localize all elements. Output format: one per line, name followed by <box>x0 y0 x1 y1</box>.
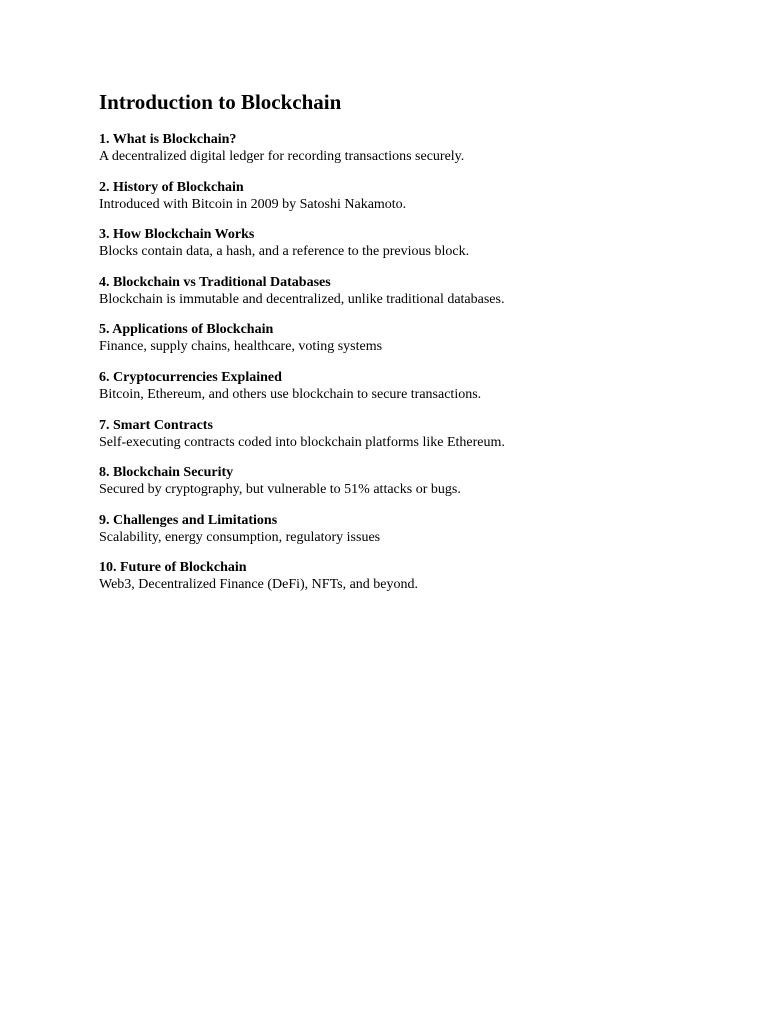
section-body: Secured by cryptography, but vulnerable to 51% attacks or bugs. <box>99 482 461 498</box>
section-body: Introduced with Bitcoin in 2009 by Satoshi Nakamoto. <box>99 196 407 212</box>
section-heading: 6. Cryptocurrencies Explained <box>99 369 282 385</box>
section-item <box>99 417 719 465</box>
section-heading: 1. What is Blockchain? <box>99 132 237 147</box>
section-body: A decentralized digital ledger for recording transactions securely. <box>99 149 465 164</box>
section-body: Finance, supply chains, healthcare, voting systems <box>99 339 383 355</box>
page-title: Introduction to Blockchain <box>99 90 342 114</box>
section-body: Blockchain is immutable and decentralized, unlike traditional databases. <box>99 291 505 307</box>
section-body: Blocks contain data, a hash, and a reference to the previous block. <box>99 244 470 260</box>
section-heading: 3. How Blockchain Works <box>99 227 255 243</box>
section-item <box>99 131 719 179</box>
section-item <box>99 179 719 227</box>
section-item <box>99 512 719 560</box>
section-item <box>99 464 719 512</box>
section-body: Self-executing contracts coded into blockchain platforms like Ethereum. <box>99 434 505 450</box>
section-heading: 10. Future of Blockchain <box>99 560 247 576</box>
section-heading: 8. Blockchain Security <box>99 465 234 481</box>
section-body: Web3, Decentralized Finance (DeFi), NFTs, and beyond. <box>99 577 419 593</box>
section-body: Bitcoin, Ethereum, and others use blockchain to secure transactions. <box>99 386 482 402</box>
section-heading: 5. Applications of Blockchain <box>99 322 274 338</box>
section-list <box>99 131 719 607</box>
section-heading: 2. History of Blockchain <box>99 179 244 195</box>
document-page <box>99 88 719 607</box>
section-heading: 9. Challenges and Limitations <box>99 512 278 528</box>
section-body: Scalability, energy consumption, regulatory issues <box>99 529 381 545</box>
section-heading: 4. Blockchain vs Traditional Databases <box>99 274 331 290</box>
section-item <box>99 274 719 322</box>
section-item <box>99 321 719 369</box>
section-item <box>99 559 719 607</box>
section-heading: 7. Smart Contracts <box>99 417 213 433</box>
section-item <box>99 226 719 274</box>
section-item <box>99 369 719 417</box>
